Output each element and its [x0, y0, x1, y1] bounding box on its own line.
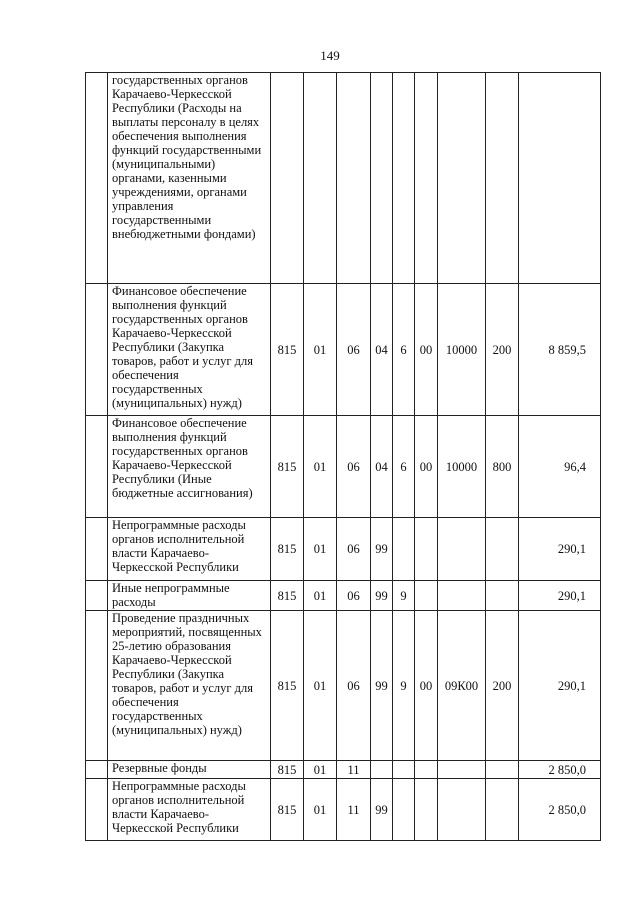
table-row [86, 284, 601, 416]
cell-subprogram [393, 73, 415, 284]
cell-ministry: 815 [271, 518, 304, 581]
row-name: Проведение праздничных мероприятий, посвященных 25-летию образования Карачаево-Черкесской Республики (Закупка товаров, работ и услуг для обеспечения государственных (муниципальных) нужд) [108, 611, 271, 761]
row-number-cell [86, 611, 108, 761]
row-number-cell [86, 416, 108, 518]
cell-event: 00 [415, 416, 438, 518]
cell-subprogram: 6 [393, 284, 415, 416]
cell-expense-type [486, 581, 519, 611]
cell-expense-type [486, 518, 519, 581]
cell-subsection: 06 [337, 518, 371, 581]
cell-program: 99 [371, 581, 393, 611]
cell-subsection: 06 [337, 284, 371, 416]
cell-section: 01 [304, 761, 337, 779]
cell-section: 01 [304, 581, 337, 611]
cell-subsection: 06 [337, 416, 371, 518]
row-name: Финансовое обеспечение выполнения функций государственных органов Карачаево-Черкесской Республики (Иные бюджетные ассигнования) [108, 416, 271, 518]
cell-event [415, 73, 438, 284]
cell-event [415, 779, 438, 841]
cell-ministry: 815 [271, 779, 304, 841]
cell-event [415, 581, 438, 611]
cell-subsection: 06 [337, 581, 371, 611]
row-name: Иные непрограммные расходы [108, 581, 271, 611]
cell-section: 01 [304, 779, 337, 841]
cell-ministry: 815 [271, 284, 304, 416]
cell-expense-type [486, 779, 519, 841]
cell-expense-type: 200 [486, 611, 519, 761]
cell-expense-type [486, 761, 519, 779]
cell-section: 01 [304, 416, 337, 518]
cell-program [371, 761, 393, 779]
cell-direction [438, 518, 486, 581]
cell-subprogram: 9 [393, 611, 415, 761]
cell-subprogram: 9 [393, 581, 415, 611]
cell-expense-type: 200 [486, 284, 519, 416]
cell-program: 04 [371, 416, 393, 518]
row-name: Резервные фонды [108, 761, 271, 779]
cell-ministry: 815 [271, 416, 304, 518]
row-number-cell [86, 73, 108, 284]
cell-direction [438, 73, 486, 284]
row-number-cell [86, 581, 108, 611]
cell-event [415, 518, 438, 581]
cell-event: 00 [415, 284, 438, 416]
row-number-cell [86, 761, 108, 779]
cell-amount: 2 850,0 [519, 779, 601, 841]
cell-section: 01 [304, 518, 337, 581]
cell-expense-type: 800 [486, 416, 519, 518]
cell-program: 04 [371, 284, 393, 416]
row-name: Непрограммные расходы органов исполнительной власти Карачаево-Черкесской Республики [108, 779, 271, 841]
page-number: 149 [320, 48, 340, 63]
table-row [86, 518, 601, 581]
cell-ministry [271, 73, 304, 284]
cell-direction: 10000 [438, 284, 486, 416]
cell-direction: 09К00 [438, 611, 486, 761]
cell-section: 01 [304, 284, 337, 416]
cell-direction [438, 761, 486, 779]
row-name: государственных органов Карачаево-Черкесской Республики (Расходы на выплаты персоналу в целях обеспечения выполнения функций государственными (муниципальными) органами, казенными учреждениями, органами управления государственными внебюджетными фондами) [108, 73, 271, 284]
row-number-cell [86, 518, 108, 581]
cell-program [371, 73, 393, 284]
budget-table [85, 72, 601, 841]
cell-program: 99 [371, 518, 393, 581]
cell-event: 00 [415, 611, 438, 761]
cell-subsection: 11 [337, 761, 371, 779]
cell-subprogram [393, 779, 415, 841]
cell-ministry: 815 [271, 611, 304, 761]
table-row [86, 779, 601, 841]
cell-program: 99 [371, 611, 393, 761]
cell-subprogram [393, 518, 415, 581]
cell-amount: 290,1 [519, 611, 601, 761]
row-number-cell [86, 779, 108, 841]
cell-event [415, 761, 438, 779]
cell-section: 01 [304, 611, 337, 761]
cell-subsection [337, 73, 371, 284]
table-row [86, 761, 601, 779]
cell-subsection: 06 [337, 611, 371, 761]
cell-amount: 96,4 [519, 416, 601, 518]
cell-amount: 8 859,5 [519, 284, 601, 416]
row-name: Финансовое обеспечение выполнения функций государственных органов Карачаево-Черкесской Республики (Закупка товаров, работ и услуг для обеспечения государственных (муниципальных) нужд) [108, 284, 271, 416]
cell-subprogram [393, 761, 415, 779]
cell-direction [438, 581, 486, 611]
cell-ministry: 815 [271, 581, 304, 611]
cell-amount: 2 850,0 [519, 761, 601, 779]
cell-amount: 290,1 [519, 518, 601, 581]
row-name: Непрограммные расходы органов исполнительной власти Карачаево-Черкесской Республики [108, 518, 271, 581]
row-number-cell [86, 284, 108, 416]
cell-direction: 10000 [438, 416, 486, 518]
cell-amount: 290,1 [519, 581, 601, 611]
cell-subprogram: 6 [393, 416, 415, 518]
table-row [86, 73, 601, 284]
table-row [86, 611, 601, 761]
cell-expense-type [486, 73, 519, 284]
cell-amount [519, 73, 601, 284]
cell-direction [438, 779, 486, 841]
cell-ministry: 815 [271, 761, 304, 779]
cell-subsection: 11 [337, 779, 371, 841]
cell-section [304, 73, 337, 284]
table-row [86, 416, 601, 518]
cell-program: 99 [371, 779, 393, 841]
table-row [86, 581, 601, 611]
